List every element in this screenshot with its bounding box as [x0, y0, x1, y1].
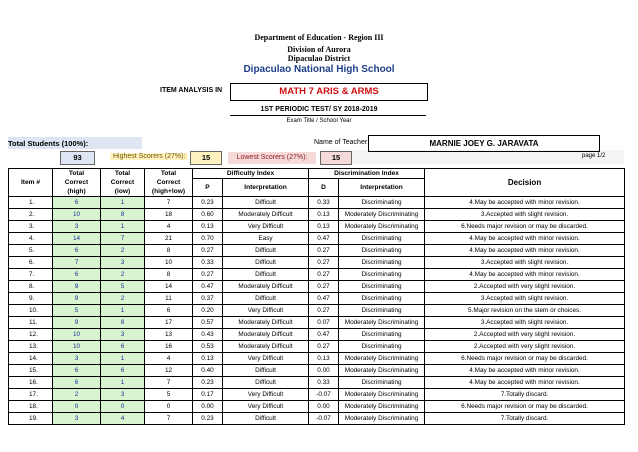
d-value-cell[interactable]: 0.27	[309, 281, 339, 293]
table-row	[9, 377, 625, 389]
item-number-cell[interactable]: 8.	[9, 281, 53, 293]
p-value-cell[interactable]: 0.00	[193, 401, 223, 413]
table-row	[9, 197, 625, 209]
item-number-cell[interactable]: 12.	[9, 329, 53, 341]
item-number-cell[interactable]: 9.	[9, 293, 53, 305]
exam-title[interactable]: 1ST PERIODIC TEST/ SY 2018-2019	[260, 106, 378, 113]
difficulty-interpretation-cell[interactable]: Moderately Difficult	[223, 317, 309, 329]
discrimination-interpretation-cell[interactable]: Moderately Discriminating	[339, 317, 425, 329]
table-row	[9, 317, 625, 329]
correct-low-cell[interactable]: 2	[101, 269, 145, 281]
p-header: P	[193, 179, 223, 197]
d-value-cell[interactable]: 0.13	[309, 221, 339, 233]
table-row	[9, 389, 625, 401]
correct-total-cell[interactable]: 21	[145, 233, 193, 245]
table-row	[9, 353, 625, 365]
d-value-cell[interactable]: 0.33	[309, 377, 339, 389]
correct-low-cell[interactable]: 3	[101, 389, 145, 401]
d-value-cell[interactable]: 0.00	[309, 365, 339, 377]
p-value-cell[interactable]: 0.60	[193, 209, 223, 221]
correct-high-cell[interactable]: 6	[53, 197, 101, 209]
correct-total-header: Total Correct (high+low)	[145, 169, 193, 197]
p-value-cell[interactable]: 0.27	[193, 245, 223, 257]
difficulty-interpretation-cell[interactable]: Very Difficult	[223, 221, 309, 233]
difficulty-interpretation-cell[interactable]: Easy	[223, 233, 309, 245]
p-value-cell[interactable]: 0.27	[193, 269, 223, 281]
correct-total-cell[interactable]: 7	[145, 197, 193, 209]
difficulty-interpretation-cell[interactable]: Difficult	[223, 197, 309, 209]
correct-low-cell[interactable]: 1	[101, 197, 145, 209]
correct-total-cell[interactable]: 16	[145, 341, 193, 353]
correct-total-cell[interactable]: 17	[145, 317, 193, 329]
decision-cell[interactable]: 6.Needs major revision or may be discarded.	[425, 401, 625, 413]
decision-cell[interactable]: 2.Accepted with very slight revision.	[425, 329, 625, 341]
p-value-cell[interactable]: 0.57	[193, 317, 223, 329]
discrimination-interpretation-cell[interactable]: Discriminating	[339, 305, 425, 317]
correct-high-cell[interactable]: 6	[53, 377, 101, 389]
table-row	[9, 221, 625, 233]
d-value-cell[interactable]: 0.33	[309, 197, 339, 209]
item-number-cell[interactable]: 5.	[9, 245, 53, 257]
correct-high-cell[interactable]: 10	[53, 209, 101, 221]
decision-cell[interactable]: 7.Totally discard.	[425, 389, 625, 401]
item-number-cell[interactable]: 4.	[9, 233, 53, 245]
difficulty-interpretation-cell[interactable]: Moderately Difficult	[223, 281, 309, 293]
correct-high-cell[interactable]: 5	[53, 305, 101, 317]
difficulty-interpretation-cell[interactable]: Moderately Difficult	[223, 341, 309, 353]
correct-high-cell[interactable]: 9	[53, 293, 101, 305]
difficulty-index-header: Difficulty Index	[193, 169, 309, 179]
d-value-cell[interactable]: 0.27	[309, 341, 339, 353]
page-indicator: page 1/2	[582, 153, 606, 159]
discrimination-interpretation-cell[interactable]: Moderately Discriminating	[339, 413, 425, 425]
d-value-cell[interactable]: 0.13	[309, 353, 339, 365]
correct-total-cell[interactable]: 14	[145, 281, 193, 293]
correct-low-cell[interactable]: 0	[101, 401, 145, 413]
exam-underline	[230, 115, 426, 116]
correct-low-cell[interactable]: 1	[101, 377, 145, 389]
item-number-cell[interactable]: 18.	[9, 401, 53, 413]
decision-cell[interactable]: 4.May be accepted with minor revision.	[425, 377, 625, 389]
p-value-cell[interactable]: 0.23	[193, 197, 223, 209]
correct-low-cell[interactable]: 1	[101, 305, 145, 317]
p-value-cell[interactable]: 0.47	[193, 281, 223, 293]
correct-total-cell[interactable]: 6	[145, 305, 193, 317]
correct-high-cell[interactable]: 7	[53, 257, 101, 269]
decision-cell[interactable]: 6.Needs major revision or may be discarded.	[425, 353, 625, 365]
correct-total-cell[interactable]: 8	[145, 245, 193, 257]
decision-cell[interactable]: 3.Accepted with slight revision.	[425, 257, 625, 269]
item-number-cell[interactable]: 17.	[9, 389, 53, 401]
decision-cell[interactable]: 3.Accepted with slight revision.	[425, 317, 625, 329]
item-number-cell[interactable]: 7.	[9, 269, 53, 281]
difficulty-interpretation-cell[interactable]: Very Difficult	[223, 353, 309, 365]
p-value-cell[interactable]: 0.70	[193, 233, 223, 245]
discrimination-interpretation-cell[interactable]: Discriminating	[339, 197, 425, 209]
correct-low-cell[interactable]: 8	[101, 209, 145, 221]
difficulty-interpretation-cell[interactable]: Moderately Difficult	[223, 329, 309, 341]
difficulty-interpretation-cell[interactable]: Difficult	[223, 413, 309, 425]
item-number-cell[interactable]: 2.	[9, 209, 53, 221]
correct-total-cell[interactable]: 0	[145, 401, 193, 413]
d-value-cell[interactable]: -0.07	[309, 413, 339, 425]
correct-low-header: Total Correct (low)	[101, 169, 145, 197]
teacher-label: Name of Teacher:	[314, 139, 370, 146]
decision-cell[interactable]: 4.May be accepted with minor revision.	[425, 365, 625, 377]
table-body	[9, 197, 625, 425]
p-value-cell[interactable]: 0.43	[193, 329, 223, 341]
difficulty-interpretation-cell[interactable]: Very Difficult	[223, 305, 309, 317]
exam-caption: Exam Title / School Year	[286, 118, 352, 124]
school-name: Dipaculao National High School	[243, 64, 395, 75]
d-value-cell[interactable]: 0.47	[309, 233, 339, 245]
discrimination-index-header: Discrimination Index	[309, 169, 425, 179]
table-row	[9, 341, 625, 353]
correct-total-cell[interactable]: 13	[145, 329, 193, 341]
p-value-cell[interactable]: 0.23	[193, 413, 223, 425]
d-value-cell[interactable]: 0.00	[309, 401, 339, 413]
teacher-name-field[interactable]: MARNIE JOEY G. JARAVATA	[368, 135, 600, 152]
table-row	[9, 401, 625, 413]
table-row	[9, 233, 625, 245]
discrimination-interpretation-cell[interactable]: Discriminating	[339, 281, 425, 293]
decision-cell[interactable]: 3.Accepted with slight revision.	[425, 209, 625, 221]
correct-total-cell[interactable]: 8	[145, 269, 193, 281]
department-title: Department of Education - Region III	[254, 33, 384, 42]
decision-cell[interactable]: 3.Accepted with slight revision.	[425, 293, 625, 305]
discrimination-interpretation-cell[interactable]: Moderately Discriminating	[339, 401, 425, 413]
correct-high-cell[interactable]: 10	[53, 341, 101, 353]
item-number-cell[interactable]: 3.	[9, 221, 53, 233]
table-row	[9, 329, 625, 341]
correct-high-cell[interactable]: 6	[53, 365, 101, 377]
d-value-cell[interactable]: 0.47	[309, 329, 339, 341]
correct-total-cell[interactable]: 7	[145, 413, 193, 425]
item-header: Item #	[9, 169, 53, 197]
decision-cell[interactable]: 4.May be accepted with minor revision.	[425, 269, 625, 281]
highest-scorers-value[interactable]: 15	[190, 151, 222, 165]
correct-high-cell[interactable]: 10	[53, 329, 101, 341]
discrimination-interpretation-cell[interactable]: Discriminating	[339, 233, 425, 245]
p-value-cell[interactable]: 0.23	[193, 377, 223, 389]
correct-total-cell[interactable]: 12	[145, 365, 193, 377]
d-header: D	[309, 179, 339, 197]
table-row	[9, 365, 625, 377]
item-number-cell[interactable]: 10.	[9, 305, 53, 317]
correct-total-cell[interactable]: 4	[145, 221, 193, 233]
correct-total-cell[interactable]: 18	[145, 209, 193, 221]
p-value-cell[interactable]: 0.33	[193, 257, 223, 269]
correct-high-header: Total Correct (high)	[53, 169, 101, 197]
table-row	[9, 245, 625, 257]
item-number-cell[interactable]: 6.	[9, 257, 53, 269]
correct-high-cell[interactable]: 6	[53, 269, 101, 281]
p-value-cell[interactable]: 0.17	[193, 389, 223, 401]
d-value-cell[interactable]: 0.27	[309, 305, 339, 317]
item-number-cell[interactable]: 14.	[9, 353, 53, 365]
decision-cell[interactable]: 4.May be accepted with minor revision.	[425, 245, 625, 257]
difficulty-interpretation-cell[interactable]: Difficult	[223, 365, 309, 377]
total-students-value[interactable]: 93	[60, 151, 95, 165]
correct-high-cell[interactable]: 9	[53, 281, 101, 293]
difficulty-interpretation-cell[interactable]: Difficult	[223, 245, 309, 257]
decision-header: Decision	[425, 169, 625, 197]
item-number-cell[interactable]: 13.	[9, 341, 53, 353]
p-value-cell[interactable]: 0.40	[193, 365, 223, 377]
correct-total-cell[interactable]: 7	[145, 377, 193, 389]
table-row	[9, 413, 625, 425]
subject-field[interactable]: MATH 7 ARIS & ARMS	[230, 83, 428, 101]
d-value-cell[interactable]: 0.27	[309, 269, 339, 281]
district-title: Dipaculao District	[287, 54, 351, 63]
discrimination-interpretation-cell[interactable]: Discriminating	[339, 293, 425, 305]
p-value-cell[interactable]: 0.20	[193, 305, 223, 317]
correct-high-cell[interactable]: 3	[53, 413, 101, 425]
correct-high-cell[interactable]: 6	[53, 245, 101, 257]
correct-high-cell[interactable]: 2	[53, 389, 101, 401]
highest-scorers-label: Highest Scorers (27%):	[110, 153, 188, 160]
table-row	[9, 209, 625, 221]
item-number-cell[interactable]: 15.	[9, 365, 53, 377]
lowest-scorers-value[interactable]: 15	[320, 151, 352, 165]
decision-cell[interactable]: 4.May be accepted with minor revision.	[425, 233, 625, 245]
decision-cell[interactable]: 2.Accepted with very slight revision.	[425, 341, 625, 353]
difficulty-interpretation-header: Interpretation	[223, 179, 309, 197]
d-value-cell[interactable]: 0.13	[309, 209, 339, 221]
table-row	[9, 281, 625, 293]
p-value-cell[interactable]: 0.37	[193, 293, 223, 305]
correct-total-cell[interactable]: 10	[145, 257, 193, 269]
difficulty-interpretation-cell[interactable]: Very Difficult	[223, 389, 309, 401]
lowest-scorers-label: Lowest Scorers (27%):	[228, 152, 316, 164]
correct-low-cell[interactable]: 2	[101, 245, 145, 257]
table-row	[9, 293, 625, 305]
difficulty-interpretation-cell[interactable]: Difficult	[223, 257, 309, 269]
correct-high-cell[interactable]: 9	[53, 317, 101, 329]
correct-low-cell[interactable]: 6	[101, 341, 145, 353]
correct-low-cell[interactable]: 1	[101, 221, 145, 233]
item-number-cell[interactable]: 1.	[9, 197, 53, 209]
difficulty-interpretation-cell[interactable]: Moderately Difficult	[223, 209, 309, 221]
correct-low-cell[interactable]: 7	[101, 233, 145, 245]
discrimination-interpretation-cell[interactable]: Discriminating	[339, 341, 425, 353]
decision-cell[interactable]: 4.May be accepted with minor revision.	[425, 197, 625, 209]
correct-low-cell[interactable]: 1	[101, 353, 145, 365]
discrimination-interpretation-cell[interactable]: Moderately Discriminating	[339, 389, 425, 401]
d-value-cell[interactable]: 0.27	[309, 257, 339, 269]
p-value-cell[interactable]: 0.53	[193, 341, 223, 353]
discrimination-interpretation-cell[interactable]: Discriminating	[339, 329, 425, 341]
item-analysis-label: ITEM ANALYSIS IN	[160, 87, 223, 94]
p-value-cell[interactable]: 0.13	[193, 221, 223, 233]
d-value-cell[interactable]: 0.47	[309, 293, 339, 305]
d-value-cell[interactable]: 0.07	[309, 317, 339, 329]
discrimination-interpretation-header: Interpretation	[339, 179, 425, 197]
table-row	[9, 269, 625, 281]
decision-cell[interactable]: 6.Needs major revision or may be discarded.	[425, 221, 625, 233]
correct-high-cell[interactable]: 3	[53, 221, 101, 233]
table-row	[9, 305, 625, 317]
correct-low-cell[interactable]: 6	[101, 365, 145, 377]
correct-total-cell[interactable]: 5	[145, 389, 193, 401]
total-students-label: Total Students (100%):	[8, 139, 89, 148]
correct-total-cell[interactable]: 11	[145, 293, 193, 305]
correct-high-cell[interactable]: 3	[53, 353, 101, 365]
correct-high-cell[interactable]: 0	[53, 401, 101, 413]
d-value-cell[interactable]: 0.27	[309, 245, 339, 257]
correct-low-cell[interactable]: 2	[101, 293, 145, 305]
difficulty-interpretation-cell[interactable]: Difficult	[223, 293, 309, 305]
correct-low-cell[interactable]: 3	[101, 257, 145, 269]
discrimination-interpretation-cell[interactable]: Discriminating	[339, 269, 425, 281]
item-analysis-table	[8, 168, 625, 425]
discrimination-interpretation-cell[interactable]: Discriminating	[339, 245, 425, 257]
p-value-cell[interactable]: 0.13	[193, 353, 223, 365]
table-row	[9, 257, 625, 269]
correct-total-cell[interactable]: 4	[145, 353, 193, 365]
item-number-cell[interactable]: 16.	[9, 377, 53, 389]
division-title: Division of Aurora	[287, 45, 351, 54]
correct-low-cell[interactable]: 3	[101, 329, 145, 341]
d-value-cell[interactable]: -0.07	[309, 389, 339, 401]
discrimination-interpretation-cell[interactable]: Discriminating	[339, 257, 425, 269]
difficulty-interpretation-cell[interactable]: Very Difficult	[223, 401, 309, 413]
difficulty-interpretation-cell[interactable]: Difficult	[223, 377, 309, 389]
discrimination-interpretation-cell[interactable]: Moderately Discriminating	[339, 209, 425, 221]
discrimination-interpretation-cell[interactable]: Moderately Discriminating	[339, 221, 425, 233]
decision-cell[interactable]: 2.Accepted with very slight revision.	[425, 281, 625, 293]
discrimination-interpretation-cell[interactable]: Moderately Discriminating	[339, 353, 425, 365]
correct-low-cell[interactable]: 4	[101, 413, 145, 425]
decision-cell[interactable]: 5.Major revision on the stem or choices.	[425, 305, 625, 317]
correct-high-cell[interactable]: 14	[53, 233, 101, 245]
correct-low-cell[interactable]: 5	[101, 281, 145, 293]
correct-low-cell[interactable]: 8	[101, 317, 145, 329]
header-row-1	[9, 169, 625, 179]
item-number-cell[interactable]: 11.	[9, 317, 53, 329]
difficulty-interpretation-cell[interactable]: Difficult	[223, 269, 309, 281]
item-number-cell[interactable]: 19.	[9, 413, 53, 425]
decision-cell[interactable]: 7.Totally discard.	[425, 413, 625, 425]
discrimination-interpretation-cell[interactable]: Moderately Discriminating	[339, 365, 425, 377]
discrimination-interpretation-cell[interactable]: Discriminating	[339, 377, 425, 389]
